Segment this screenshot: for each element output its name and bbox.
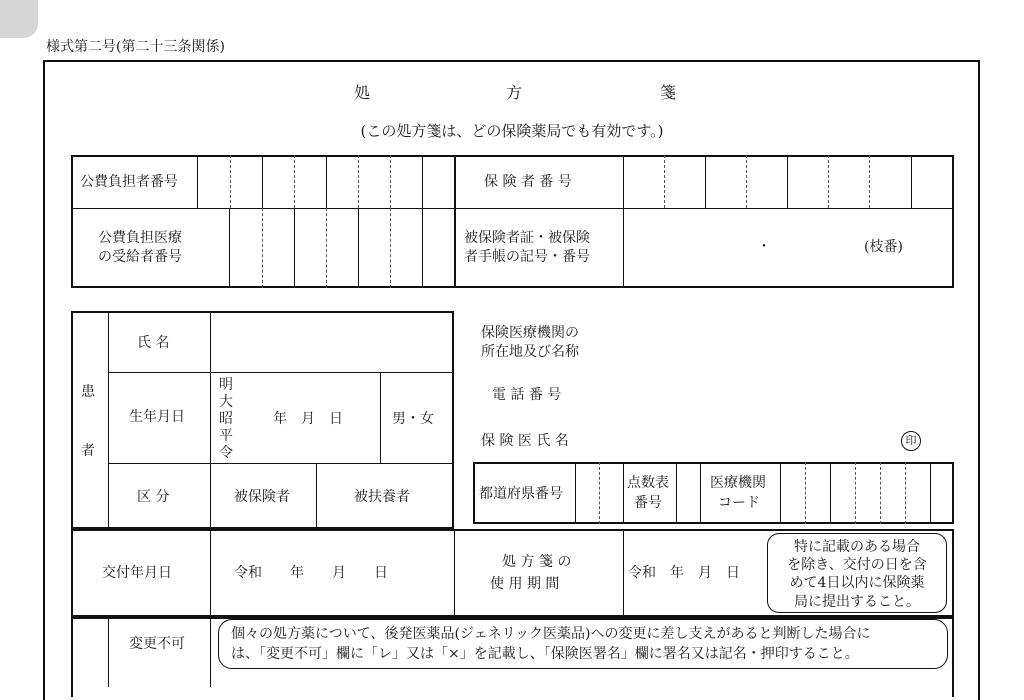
issue-date-label: 交付年月日	[102, 565, 172, 581]
note-line-3: めて4日以内に保険薬	[789, 575, 925, 592]
category-label: 区 分	[137, 489, 170, 505]
patient-side-label-2: 者	[81, 443, 95, 459]
card-dot: ・	[757, 239, 771, 255]
change-not-allowed-label: 変更不可	[129, 636, 185, 652]
title-char-1: 処	[354, 83, 371, 102]
institution-code-label-1: 医療機関	[710, 475, 766, 491]
note-line-4: 局に提出すること。	[794, 593, 920, 610]
title-char-2: 方	[506, 83, 523, 102]
usage-period-label-2: 使 用 期 間	[490, 576, 560, 592]
dob-label: 生年月日	[129, 409, 185, 425]
form-caption: 様式第二号(第二十三条関係)	[46, 39, 225, 55]
era-showa: 昭	[219, 411, 233, 427]
era-meiji: 明	[219, 377, 233, 393]
score-table-label-1: 点数表	[627, 475, 669, 491]
title-char-3: 箋	[660, 83, 677, 102]
score-table-label-2: 番号	[634, 495, 662, 511]
dob-ymd: 年 月 日	[273, 411, 343, 427]
usage-period-label-1: 処 方 箋 の	[502, 554, 572, 570]
institution-address-label-1: 保険医療機関の	[481, 325, 579, 341]
institution-code-label-2: コード	[718, 495, 760, 511]
institution-address-label-2: 所在地及び名称	[481, 344, 579, 360]
era-reiwa: 令	[219, 445, 233, 461]
insured-option[interactable]: 被保険者	[234, 489, 290, 505]
prefecture-number-label: 都道府県番号	[479, 486, 563, 502]
kohi-recipient-label-1: 公費負担医療	[98, 230, 182, 246]
note-line-1: 特に記載のある場合	[794, 539, 920, 555]
phone-label: 電 話 番 号	[492, 387, 562, 403]
kohi-number-label: 公費負担者番号	[80, 174, 178, 190]
seal-icon: 印	[901, 431, 921, 451]
change-instruction-line-1: 個々の処方薬について、後発医薬品(ジェネリック医薬品)への変更に差し支えがあると判断した場合に	[231, 626, 871, 642]
issue-date-value: 令和 年 月 日	[234, 565, 388, 581]
patient-name-label: 氏 名	[137, 335, 170, 351]
insured-card-label-2: 者手帳の記号・番号	[464, 249, 590, 265]
change-instruction	[218, 619, 948, 669]
branch-number-label: (枝番)	[864, 239, 903, 255]
patient-side-label-1: 患	[81, 384, 95, 400]
dependent-option[interactable]: 被扶養者	[354, 489, 410, 505]
note-line-2: を除き、交付の日を含	[787, 557, 927, 574]
sex-label: 男・女	[392, 411, 434, 427]
era-heisei: 平	[219, 428, 233, 444]
insurer-number-label: 保 険 者 番 号	[484, 174, 572, 190]
usage-period-value: 令和 年 月 日	[628, 565, 740, 581]
submission-note	[767, 533, 947, 613]
corner-tab	[0, 0, 38, 38]
change-instruction-line-2: は、「変更不可」欄に「レ」又は「×」を記載し、「保険医署名」欄に署名又は記名・押印すること。	[231, 646, 859, 663]
insured-card-label-1: 被保険者証・被保険	[464, 230, 590, 246]
form-subtitle: (この処方箋は、どの保険薬局でも有効です。)	[360, 122, 664, 140]
kohi-recipient-label-2: の受給者番号	[98, 249, 182, 265]
era-taisho: 大	[219, 394, 233, 410]
doctor-name-label: 保 険 医 氏 名	[481, 433, 569, 449]
